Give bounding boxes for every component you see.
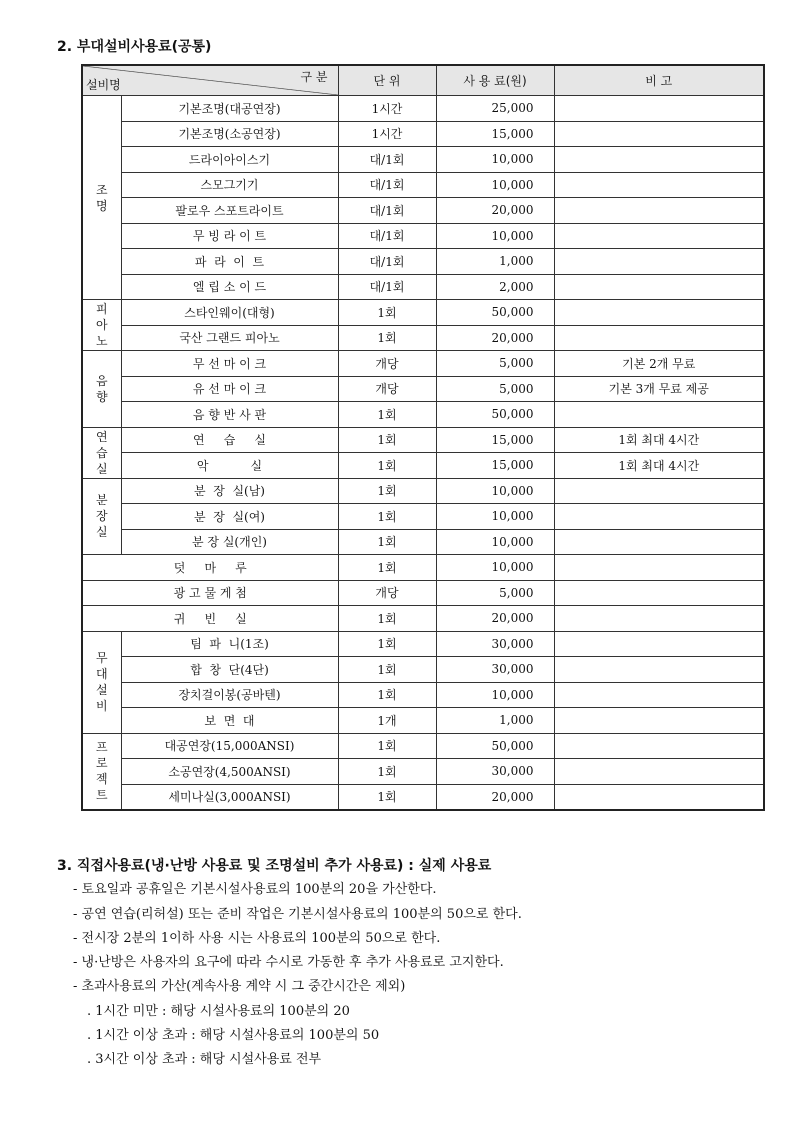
note-cell bbox=[554, 733, 764, 759]
section3-title: 3. 직접사용료(냉·난방 사용료 및 조명설비 추가 사용료) : 실제 사용료 bbox=[57, 858, 492, 874]
fee-cell: 5,000 bbox=[436, 376, 554, 402]
category-label: 연 습 실 bbox=[95, 429, 108, 476]
equipment-name: 팀 파 니(1조) bbox=[121, 631, 338, 657]
note-cell bbox=[554, 300, 764, 326]
category-cell bbox=[82, 300, 121, 351]
header-note: 비 고 bbox=[554, 65, 764, 96]
unit-cell: 1회 bbox=[338, 657, 436, 683]
note-cell bbox=[554, 96, 764, 122]
note-cell: 기본 3개 무료 제공 bbox=[554, 376, 764, 402]
unit-cell: 1회 bbox=[338, 733, 436, 759]
unit-cell: 대/1회 bbox=[338, 223, 436, 249]
equipment-name: 분 장 실(남) bbox=[121, 478, 338, 504]
section3-bullet: - 토요일과 공휴일은 기본시설사용료의 100분의 20을 가산한다. bbox=[73, 882, 437, 898]
equipment-name: 기본조명(대공연장) bbox=[121, 96, 338, 122]
unit-cell: 1회 bbox=[338, 325, 436, 351]
category-cell bbox=[82, 351, 121, 428]
equipment-name: 연 습 실 bbox=[121, 427, 338, 453]
fee-cell: 30,000 bbox=[436, 631, 554, 657]
fee-cell: 10,000 bbox=[436, 223, 554, 249]
category-cell bbox=[82, 631, 121, 733]
note-cell bbox=[554, 198, 764, 224]
category-cell bbox=[82, 427, 121, 478]
equipment-fee-table bbox=[81, 64, 765, 811]
unit-cell: 개당 bbox=[338, 376, 436, 402]
table-row bbox=[82, 478, 764, 504]
section3 bbox=[57, 854, 777, 1073]
table-row bbox=[82, 96, 764, 122]
equipment-name: 엘 립 소 이 드 bbox=[121, 274, 338, 300]
section3-sub-bullet: . 3시간 이상 초과 : 해당 시설사용료 전부 bbox=[87, 1052, 322, 1068]
equipment-name: 세미나실(3,000ANSI) bbox=[121, 784, 338, 810]
equipment-name: 귀 빈 실 bbox=[82, 606, 338, 632]
fee-cell: 5,000 bbox=[436, 351, 554, 377]
header-category: 구 분 bbox=[300, 70, 328, 84]
unit-cell: 1회 bbox=[338, 453, 436, 479]
equipment-name: 무 선 마 이 크 bbox=[121, 351, 338, 377]
unit-cell: 대/1회 bbox=[338, 249, 436, 275]
note-cell bbox=[554, 555, 764, 581]
fee-cell: 10,000 bbox=[436, 682, 554, 708]
section3-sub-bullet: . 1시간 미만 : 해당 시설사용료의 100분의 20 bbox=[87, 1003, 350, 1019]
table-row bbox=[82, 657, 764, 683]
unit-cell: 1회 bbox=[338, 606, 436, 632]
table-row bbox=[82, 325, 764, 351]
category-cell bbox=[82, 733, 121, 810]
unit-cell: 1회 bbox=[338, 402, 436, 428]
fee-cell: 50,000 bbox=[436, 402, 554, 428]
equipment-name: 합 창 단(4단) bbox=[121, 657, 338, 683]
section3-bullet: - 공연 연습(리허설) 또는 준비 작업은 기본시설사용료의 100분의 50으로 한다. bbox=[73, 906, 522, 922]
equipment-name: 악 실 bbox=[121, 453, 338, 479]
table-row bbox=[82, 376, 764, 402]
note-cell bbox=[554, 631, 764, 657]
unit-cell: 1회 bbox=[338, 682, 436, 708]
equipment-name: 분 장 실(여) bbox=[121, 504, 338, 530]
note-cell bbox=[554, 682, 764, 708]
note-cell bbox=[554, 223, 764, 249]
category-label: 무 대 설 비 bbox=[95, 651, 108, 713]
fee-cell: 50,000 bbox=[436, 733, 554, 759]
table-row bbox=[82, 453, 764, 479]
fee-cell: 20,000 bbox=[436, 198, 554, 224]
table-row bbox=[82, 708, 764, 734]
fee-cell: 2,000 bbox=[436, 274, 554, 300]
category-label: 분 장 실 bbox=[95, 493, 108, 540]
header-fee: 사 용 료(원) bbox=[436, 65, 554, 96]
table-row bbox=[82, 759, 764, 785]
section3-bullet: - 전시장 2분의 1이하 사용 시는 사용료의 100분의 50으로 한다. bbox=[73, 930, 441, 946]
table-row bbox=[82, 682, 764, 708]
table-row bbox=[82, 529, 764, 555]
note-cell bbox=[554, 121, 764, 147]
equipment-name: 드라이아이스기 bbox=[121, 147, 338, 173]
unit-cell: 대/1회 bbox=[338, 274, 436, 300]
unit-cell: 1회 bbox=[338, 300, 436, 326]
equipment-name: 덧 마 루 bbox=[82, 555, 338, 581]
equipment-name: 팔로우 스포트라이트 bbox=[121, 198, 338, 224]
note-cell bbox=[554, 172, 764, 198]
table-row bbox=[82, 172, 764, 198]
note-cell bbox=[554, 784, 764, 810]
section3-bullet: - 냉·난방은 사용자의 요구에 따라 수시로 가동한 후 추가 사용료로 고지한다. bbox=[73, 955, 504, 971]
equipment-name: 기본조명(소공연장) bbox=[121, 121, 338, 147]
equipment-name: 보 면 대 bbox=[121, 708, 338, 734]
fee-cell: 20,000 bbox=[436, 325, 554, 351]
equipment-name: 무 빙 라 이 트 bbox=[121, 223, 338, 249]
unit-cell: 1회 bbox=[338, 631, 436, 657]
section2-title: 2. 부대설비사용료(공통) bbox=[57, 39, 212, 55]
unit-cell: 1회 bbox=[338, 784, 436, 810]
unit-cell: 1시간 bbox=[338, 96, 436, 122]
table-row bbox=[82, 402, 764, 428]
fee-cell: 15,000 bbox=[436, 453, 554, 479]
table-row bbox=[82, 784, 764, 810]
fee-cell: 20,000 bbox=[436, 606, 554, 632]
fee-cell: 10,000 bbox=[436, 147, 554, 173]
unit-cell: 개당 bbox=[338, 351, 436, 377]
note-cell bbox=[554, 402, 764, 428]
table-row bbox=[82, 631, 764, 657]
note-cell bbox=[554, 708, 764, 734]
category-cell bbox=[82, 478, 121, 555]
section3-sub-bullet: . 1시간 이상 초과 : 해당 시설사용료의 100분의 50 bbox=[87, 1028, 380, 1044]
category-label: 음 향 bbox=[95, 373, 108, 404]
note-cell bbox=[554, 759, 764, 785]
unit-cell: 대/1회 bbox=[338, 172, 436, 198]
unit-cell: 대/1회 bbox=[338, 198, 436, 224]
table-row bbox=[82, 504, 764, 530]
note-cell bbox=[554, 274, 764, 300]
fee-cell: 1,000 bbox=[436, 708, 554, 734]
equipment-name: 소공연장(4,500ANSI) bbox=[121, 759, 338, 785]
table-row bbox=[82, 351, 764, 377]
table-row bbox=[82, 580, 764, 606]
unit-cell: 1회 bbox=[338, 759, 436, 785]
equipment-name: 파 라 이 트 bbox=[121, 249, 338, 275]
table-row bbox=[82, 427, 764, 453]
table-row bbox=[82, 733, 764, 759]
equipment-name: 음 향 반 사 판 bbox=[121, 402, 338, 428]
category-cell bbox=[82, 96, 121, 300]
table-header-row bbox=[82, 65, 764, 96]
equipment-name: 광 고 물 게 첨 bbox=[82, 580, 338, 606]
note-cell bbox=[554, 529, 764, 555]
equipment-name: 국산 그랜드 피아노 bbox=[121, 325, 338, 351]
equipment-name: 대공연장(15,000ANSI) bbox=[121, 733, 338, 759]
fee-cell: 10,000 bbox=[436, 172, 554, 198]
unit-cell: 1회 bbox=[338, 529, 436, 555]
note-cell bbox=[554, 249, 764, 275]
equipment-name: 유 선 마 이 크 bbox=[121, 376, 338, 402]
note-cell bbox=[554, 147, 764, 173]
note-cell bbox=[554, 606, 764, 632]
fee-cell: 20,000 bbox=[436, 784, 554, 810]
fee-cell: 1,000 bbox=[436, 249, 554, 275]
fee-cell: 15,000 bbox=[436, 427, 554, 453]
header-equipment: 설비명 bbox=[86, 78, 121, 92]
fee-cell: 10,000 bbox=[436, 555, 554, 581]
table-row bbox=[82, 223, 764, 249]
fee-cell: 15,000 bbox=[436, 121, 554, 147]
note-cell bbox=[554, 657, 764, 683]
note-cell bbox=[554, 325, 764, 351]
unit-cell: 1개 bbox=[338, 708, 436, 734]
unit-cell: 1시간 bbox=[338, 121, 436, 147]
category-label: 프 로 젝 트 bbox=[95, 740, 108, 803]
equipment-name: 스모그기기 bbox=[121, 172, 338, 198]
table-row bbox=[82, 606, 764, 632]
unit-cell: 1회 bbox=[338, 427, 436, 453]
equipment-name: 분 장 실(개인) bbox=[121, 529, 338, 555]
note-cell: 1회 최대 4시간 bbox=[554, 453, 764, 479]
table-row bbox=[82, 555, 764, 581]
note-cell bbox=[554, 504, 764, 530]
fee-cell: 50,000 bbox=[436, 300, 554, 326]
table-row bbox=[82, 121, 764, 147]
fee-cell: 25,000 bbox=[436, 96, 554, 122]
category-label: 조 명 bbox=[95, 182, 108, 213]
table-row bbox=[82, 300, 764, 326]
table-row bbox=[82, 249, 764, 275]
note-cell bbox=[554, 478, 764, 504]
section3-bullet: - 초과사용료의 가산(계속사용 계약 시 그 중간시간은 제외) bbox=[73, 979, 406, 995]
category-label: 피 아 노 bbox=[95, 302, 108, 348]
unit-cell: 1회 bbox=[338, 504, 436, 530]
table-row bbox=[82, 147, 764, 173]
note-cell: 기본 2개 무료 bbox=[554, 351, 764, 377]
unit-cell: 1회 bbox=[338, 478, 436, 504]
table-row bbox=[82, 274, 764, 300]
note-cell bbox=[554, 580, 764, 606]
unit-cell: 대/1회 bbox=[338, 147, 436, 173]
table-row bbox=[82, 198, 764, 224]
unit-cell: 개당 bbox=[338, 580, 436, 606]
fee-cell: 10,000 bbox=[436, 529, 554, 555]
fee-cell: 30,000 bbox=[436, 759, 554, 785]
fee-cell: 10,000 bbox=[436, 478, 554, 504]
fee-cell: 5,000 bbox=[436, 580, 554, 606]
fee-cell: 30,000 bbox=[436, 657, 554, 683]
fee-cell: 10,000 bbox=[436, 504, 554, 530]
equipment-name: 장치걸이봉(공바텐) bbox=[121, 682, 338, 708]
header-diagonal-cell bbox=[82, 65, 338, 96]
unit-cell: 1회 bbox=[338, 555, 436, 581]
header-unit: 단 위 bbox=[338, 65, 436, 96]
note-cell: 1회 최대 4시간 bbox=[554, 427, 764, 453]
equipment-name: 스타인웨이(대형) bbox=[121, 300, 338, 326]
